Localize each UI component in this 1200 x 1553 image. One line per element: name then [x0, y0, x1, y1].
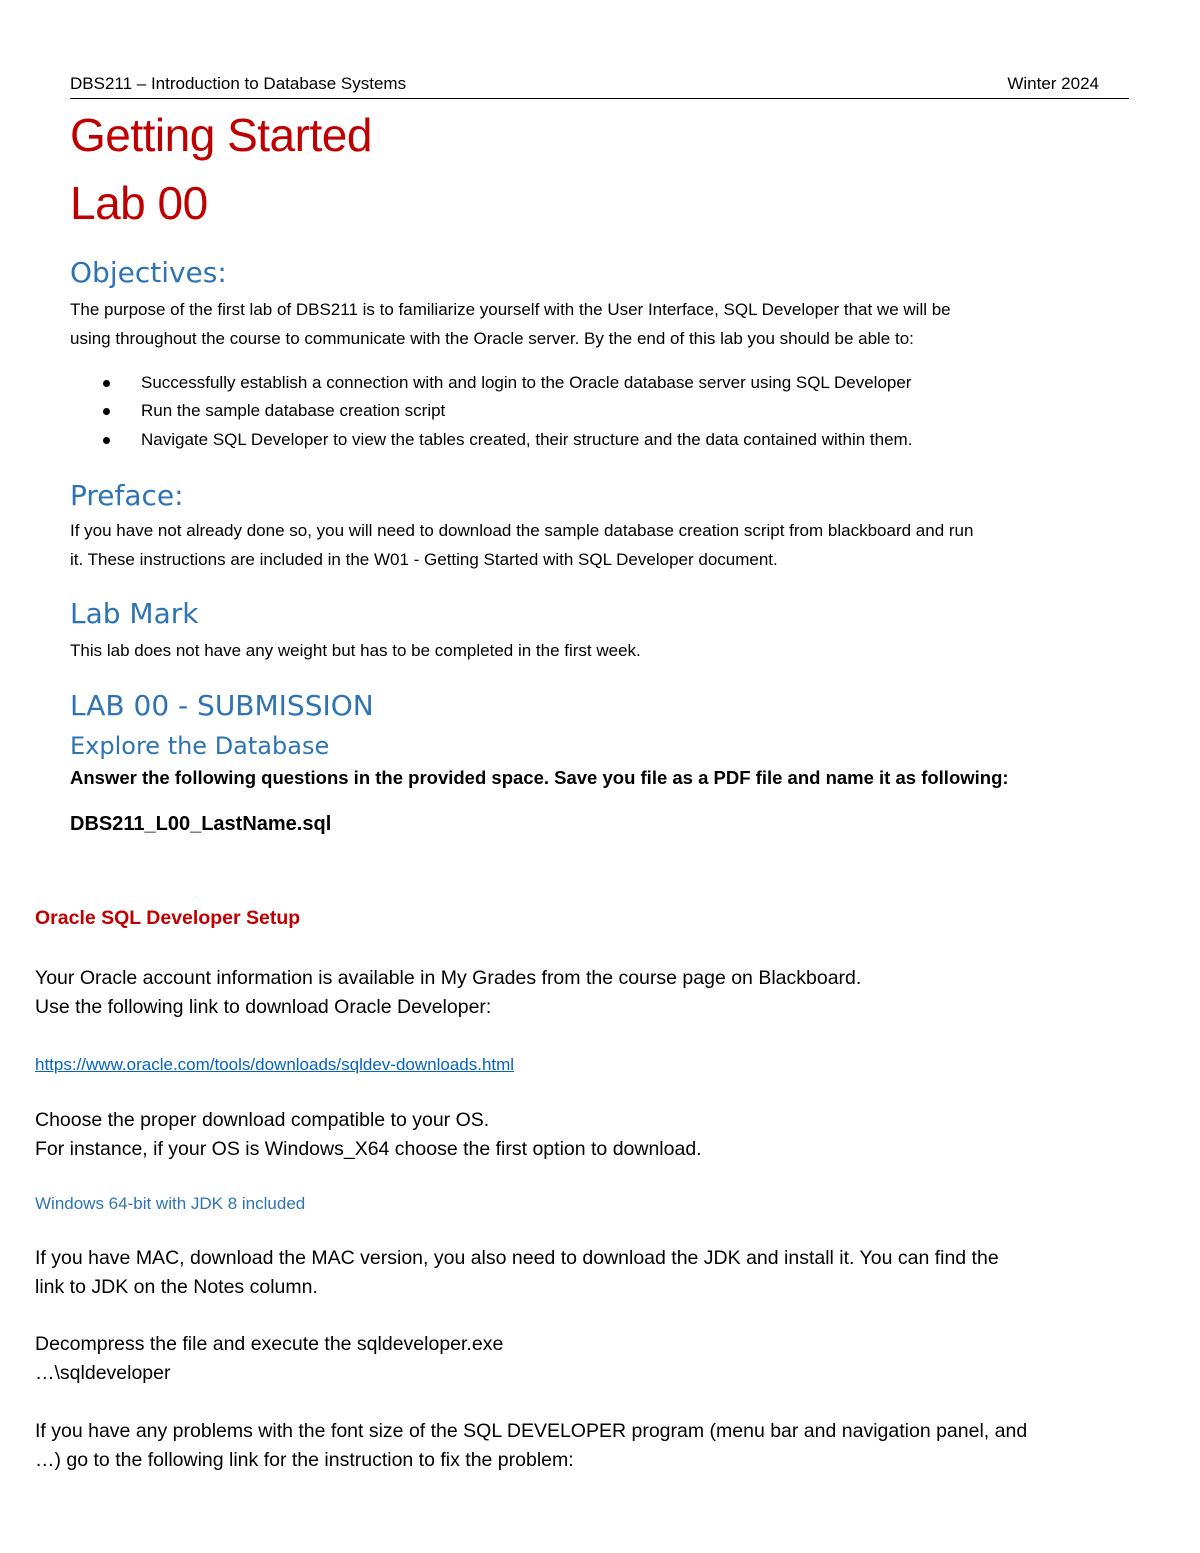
setup-heading: Oracle SQL Developer Setup	[35, 907, 301, 929]
font-problem-line-1: If you have any problems with the font size of the SQL DEVELOPER program (menu bar and navigation panel, and	[35, 1420, 1028, 1442]
decompress-line: Decompress the file and execute the sqldeveloper.exe	[35, 1333, 504, 1355]
submission-heading: LAB 00 - SUBMISSION	[70, 689, 374, 722]
course-name: DBS211 – Introduction to Database Systems	[70, 74, 407, 93]
preface-line-2: it. These instructions are included in the W01 - Getting Started with SQL Developer document.	[70, 550, 778, 569]
list-item: Navigate SQL Developer to view the tables created, their structure and the data contained within them.	[70, 426, 912, 454]
mac-line-2: link to JDK on the Notes column.	[35, 1276, 318, 1298]
list-item: Run the sample database creation script	[70, 397, 912, 425]
objectives-intro-line-1: The purpose of the first lab of DBS211 is to familiarize yourself with the User Interface, SQL Developer that we will be	[70, 300, 951, 319]
lab-mark-heading: Lab Mark	[70, 597, 199, 630]
windows-option: Windows 64-bit with JDK 8 included	[35, 1194, 306, 1213]
page-header	[70, 72, 1129, 99]
preface-heading: Preface:	[70, 479, 184, 512]
title-line-1: Getting Started	[70, 109, 372, 161]
choose-download-line: Choose the proper download compatible to your OS.	[35, 1109, 490, 1131]
instance-line: For instance, if your OS is Windows_X64 choose the first option to download.	[35, 1138, 702, 1160]
font-problem-line-2: …) go to the following link for the instruction to fix the problem:	[35, 1449, 574, 1471]
path-line: …\sqldeveloper	[35, 1362, 171, 1384]
account-info-line: Your Oracle account information is available in My Grades from the course page on Blackboard.	[35, 967, 862, 989]
objectives-list	[70, 369, 912, 454]
submission-instruction: Answer the following questions in the provided space. Save you file as a PDF file and name it as following:	[70, 767, 1009, 788]
explore-heading: Explore the Database	[70, 732, 330, 760]
objectives-intro-line-2: using throughout the course to communicate with the Oracle server. By the end of this lab you should be able to:	[70, 329, 914, 348]
objectives-heading: Objectives:	[70, 256, 227, 289]
submission-filename: DBS211_L00_LastName.sql	[70, 813, 332, 835]
download-link-row	[35, 1050, 514, 1079]
lab-mark-text: This lab does not have any weight but has to be completed in the first week.	[70, 641, 641, 660]
preface-line-1: If you have not already done so, you will need to download the sample database creation script from blackboard and run	[70, 521, 974, 540]
list-item: Successfully establish a connection with and login to the Oracle database server using SQL Developer	[70, 369, 912, 397]
download-link[interactable]: https://www.oracle.com/tools/downloads/sqldev-downloads.html	[35, 1055, 515, 1074]
title-line-2: Lab 00	[70, 177, 208, 229]
term: Winter 2024	[1007, 74, 1099, 93]
link-intro-line: Use the following link to download Oracle Developer:	[35, 996, 492, 1018]
mac-line-1: If you have MAC, download the MAC version, you also need to download the JDK and install it. You can find the	[35, 1247, 999, 1269]
